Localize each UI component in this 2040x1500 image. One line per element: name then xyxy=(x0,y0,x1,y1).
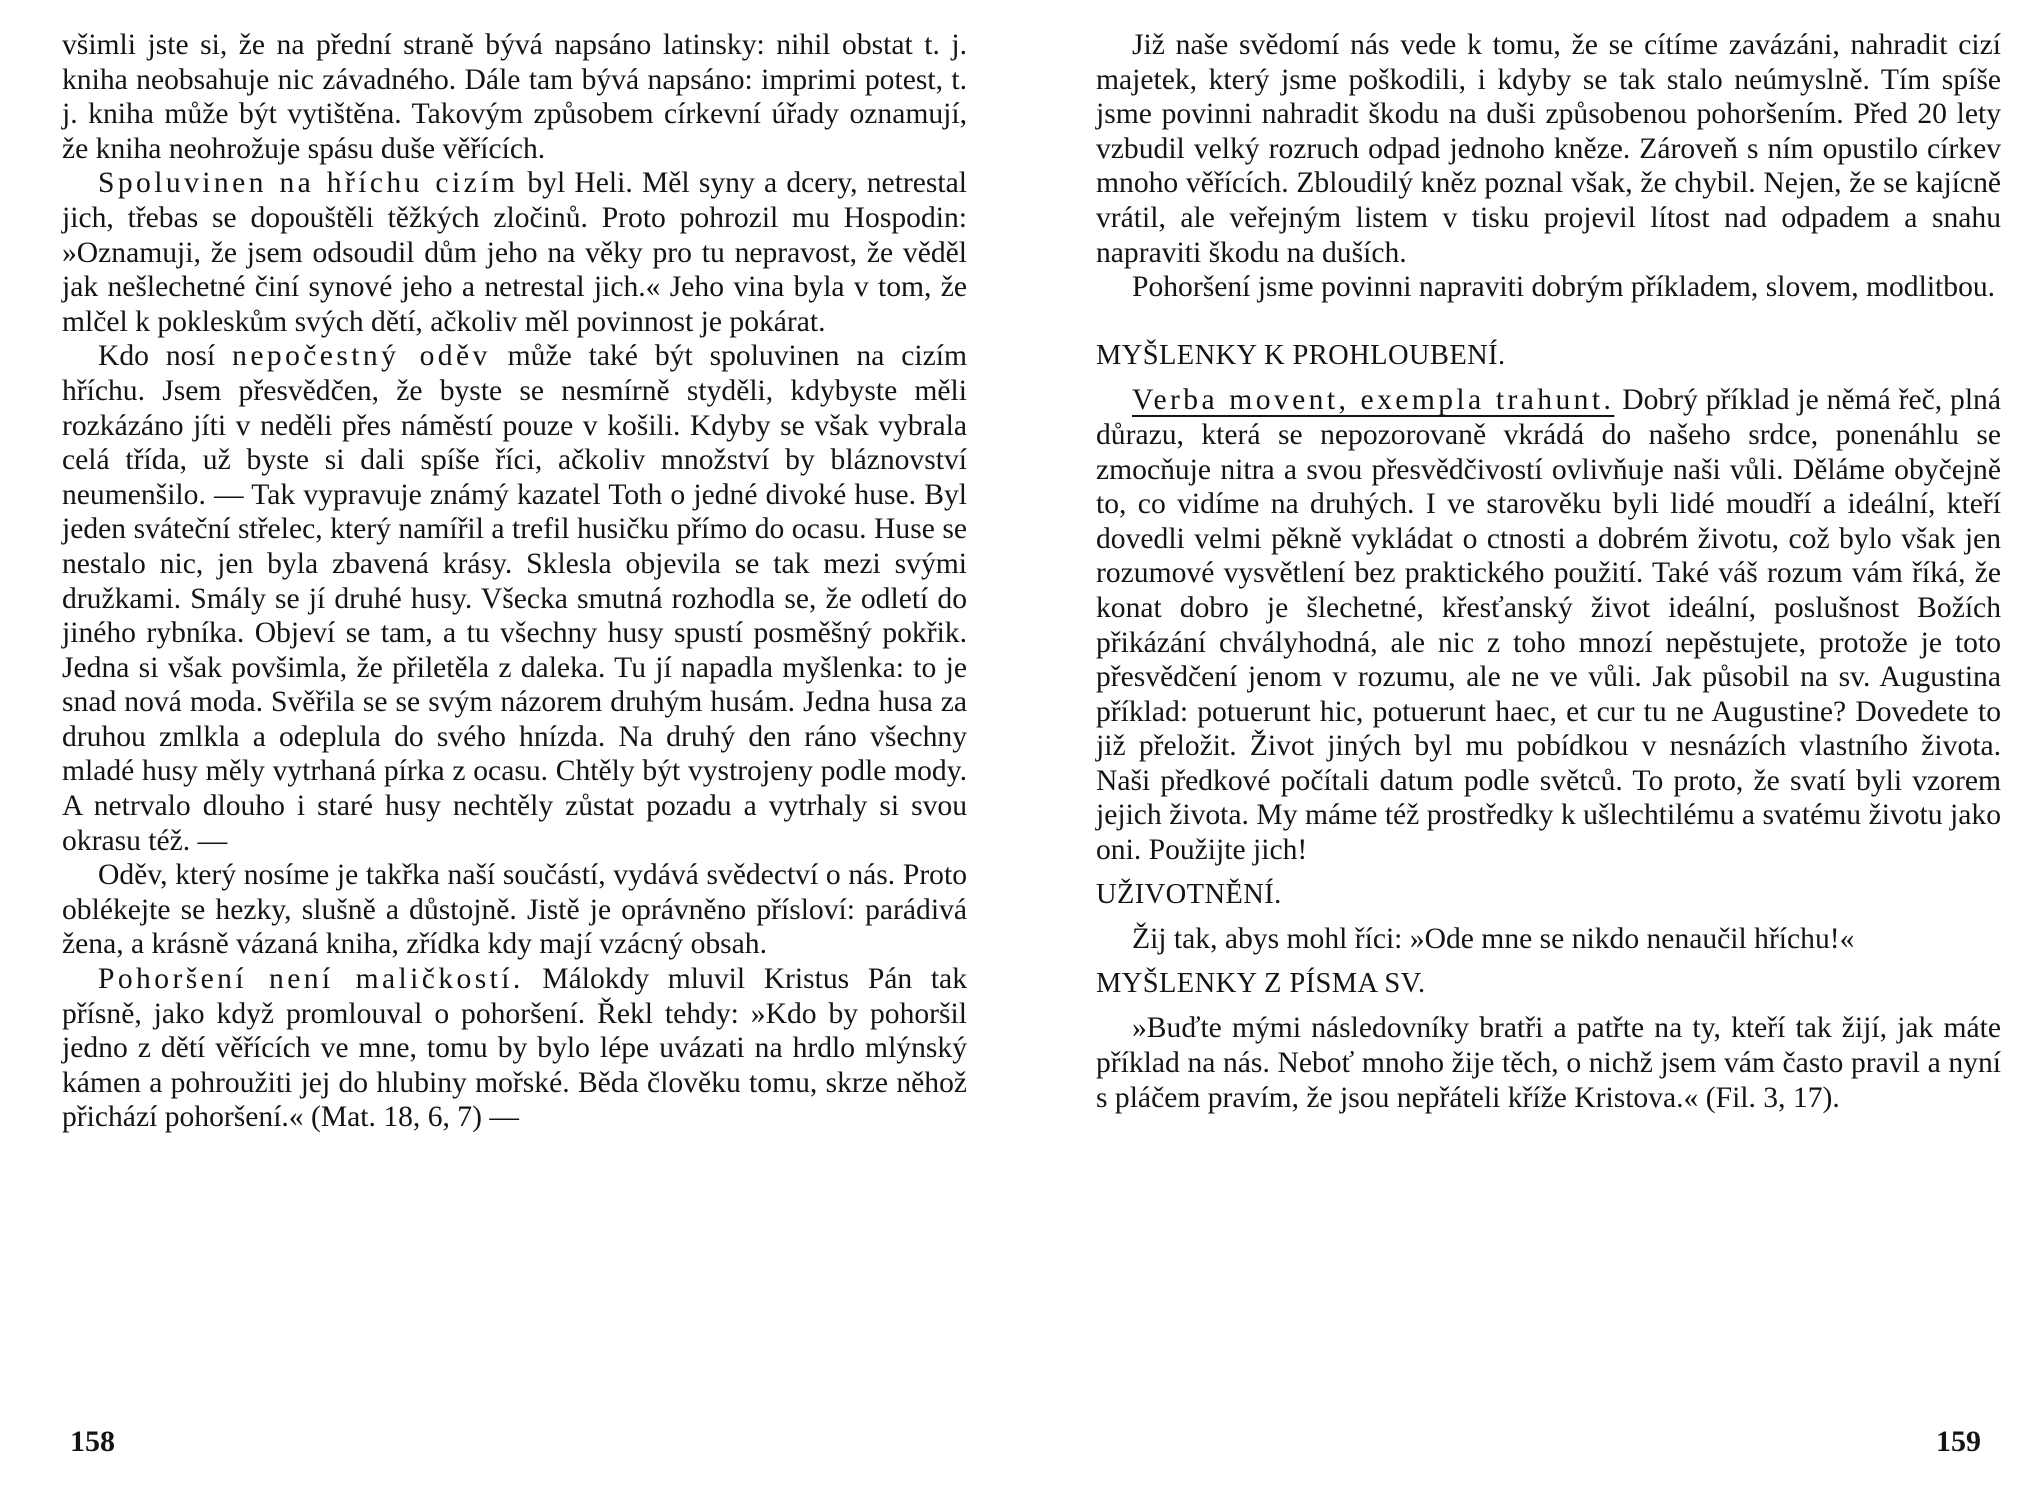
paragraph-text: byl Heli. Měl syny a dcery, netrestal jich, třebas se dopouštěli těžkých zločinů. Proto pohrozil mu Hospodin: »Oznamuji, že jsem odsoudil dům jeho na věky pro tu nepravost, že věděl jak nešlechetné činí synové jeho a netrestal jich.« Jeho vina byla v tom, že mlčel k pokleskům svých dětí, ačkoliv měl povinnost je pokárat. xyxy=(62,167,968,338)
paragraph xyxy=(62,962,967,1135)
paragraph-text: »Buďte mými následovníky bratři a patřte na ty, kteří tak žijí, jak máte příklad na nás. Neboť mnoho žije těch, o nichž jsem vám často pravil a nyní s pláčem pravím, že jsou nepřáteli kříže Kristova.« (Fil. 3, 17). xyxy=(1096,1012,2001,1114)
paragraph-text: Málokdy mluvil Kristus Pán tak přísně, jako když promlouval o pohoršení. Řekl tehdy: »Kdo by pohoršil jedno z dětí věřících ve mne, tomu by bylo lépe uvázati na hrdlo mlýnský kámen a pohroužiti jej do hlubiny mořské. Běda člověku tomu, skrze něhož přichází pohoršení.« (Mat. 18, 6, 7) — xyxy=(62,963,967,1134)
paragraph xyxy=(62,858,967,962)
paragraph xyxy=(62,28,967,166)
section-heading: MYŠLENKY K PROHLOUBENÍ. xyxy=(1096,339,1506,371)
paragraph-text: může také být spoluvinen na cizím hříchu. Jsem přesvědčen, že byste se nesmírně styděli, kdybyste měli rozkázáno jíti v neděli přes náměstí pouze v košili. Kdyby se však vybrala celá třída, už byste si dali spíše říci, ačkoliv množství by bláznovství neumenšilo. — Tak vypravuje známý kazatel Toth o jedné divoké huse. Byl jeden sváteční střelec, který namířil a trefil husičku přímo do ocasu. Huse se nestalo nic, jen byla zbavená krásy. Sklesla objevila se tak mezi svými družkami. Smály se jí druhé husy. Všecka smutná rozhodla se, že odletí do jiného rybníka. Objeví se tam, a tu všechny husy spustí posměšný pokřik. Jedna si však povšimla, že přiletěla z daleka. Tu jí napadla myšlenka: to je snad nová moda. Svěřila se se svým názorem druhým husám. Jedna husa za druhou zmlkla a odeplula do svého hnízda. Na druhý den ráno všechny mladé husy měly vytrhaná pírka z ocasu. Chtěly být vystrojeny podle mody. A netrvalo dlouho i staré husy nechtěly zůstat pozadu a vytrhaly si svou okrasu též. — xyxy=(62,340,967,857)
paragraph-text: Již naše svědomí nás vede k tomu, že se cítíme zavázáni, nahradit cizí majetek, který jsme poškodili, i kdyby se tak stalo neúmyslně. Tím spíše jsme povinni nahradit škodu na duši způsobenou pohoršením. Před 20 lety vzbudil velký rozruch odpad jednoho kněze. Zároveň s ním opustilo církev mnoho věřících. Zbloudilý kněz poznal však, že chybil. Nejen, že se kajícně vrátil, ale veřejným listem v tisku projevil lítost nad odpadem a snahu napraviti škodu na duších. xyxy=(1096,29,2001,269)
paragraph xyxy=(62,166,967,339)
paragraph xyxy=(1096,28,2001,270)
section-heading: UŽIVOTNĚNÍ. xyxy=(1096,878,1282,910)
page-number: 158 xyxy=(70,1425,115,1458)
underlined-lead-phrase: Verba movent, exempla trahunt. xyxy=(1132,384,1615,417)
paragraph-text: všimli jste si, že na přední straně bývá napsáno latinsky: nihil obstat t. j. kniha neobsahuje nic závadného. Dále tam bývá napsáno: imprimi potest, t. j. kniha může být vytištěna. Takovým způsobem církevní úřady oznamují, že kniha neohrožuje spásu duše věřících. xyxy=(62,29,967,165)
spaced-lead-phrase: Spoluvinen na hříchu cizím xyxy=(98,167,519,200)
paragraph xyxy=(62,339,967,858)
section-heading: MYŠLENKY Z PÍSMA SV. xyxy=(1096,967,1426,999)
paragraph-text: Dobrý příklad je němá řeč, plná důrazu, která se nepozorovaně vkrádá do našeho srdce, ponenáhlu se zmocňuje nitra a svou přesvědčivostí ovlivňuje naši vůli. Děláme obyčejně to, co vidíme na druhých. I ve starověku byli lidé moudří a ideální, kteří dovedli velmi pěkně vykládat o ctnosti a dobrém životu, což bylo však jen rozumové vysvětlení bez praktického použití. Také váš rozum vám říká, že konat dobro je šlechetné, křesťanský život ideální, poslušnost Božích přikázání chvályhodná, ale nic z toho mnozí nepěstujete, protože je toto přesvědčení jenom v rozumu, ale ne ve vůli. Jak působil na sv. Augustina příklad: potuerunt hic, potuerunt haec, et cur tu ne Augustine? Dovedete to již přeložit. Život jiných byl mu pobídkou v nesnázích vlastního života. Naši předkové počítali datum podle světců. To proto, že svatí byli vzorem jejich života. My máme též prostředky k ušlechtilému a svatému životu jako oni. Použijte jich! xyxy=(1096,384,2001,867)
paragraph-text: Oděv, který nosíme je takřka naší součástí, vydává svědectví o nás. Proto oblékejte se hezky, slušně a důstojně. Jistě je oprávněno přísloví: parádivá žena, a krásně vázaná kniha, zřídka kdy mají vzácný obsah. xyxy=(62,859,967,961)
right-page xyxy=(1096,28,2001,1473)
paragraph xyxy=(1096,1011,2001,1115)
paragraph-text: Kdo nosí xyxy=(98,340,233,373)
paragraph xyxy=(1096,922,2001,957)
paragraph xyxy=(1096,270,2001,305)
paragraph-text: Pohoršení jsme povinni napraviti dobrým příkladem, slovem, modlitbou. xyxy=(1132,271,1996,304)
spaced-lead-phrase: Pohoršení není maličkostí. xyxy=(98,963,524,996)
paragraph xyxy=(1096,383,2001,867)
paragraph-text: Žij tak, abys mohl říci: »Ode mne se nikdo nenaučil hříchu!« xyxy=(1132,923,1855,956)
spaced-lead-phrase: nepočestný oděv xyxy=(232,340,491,373)
page-number: 159 xyxy=(1936,1425,1981,1458)
left-page xyxy=(62,28,967,1473)
